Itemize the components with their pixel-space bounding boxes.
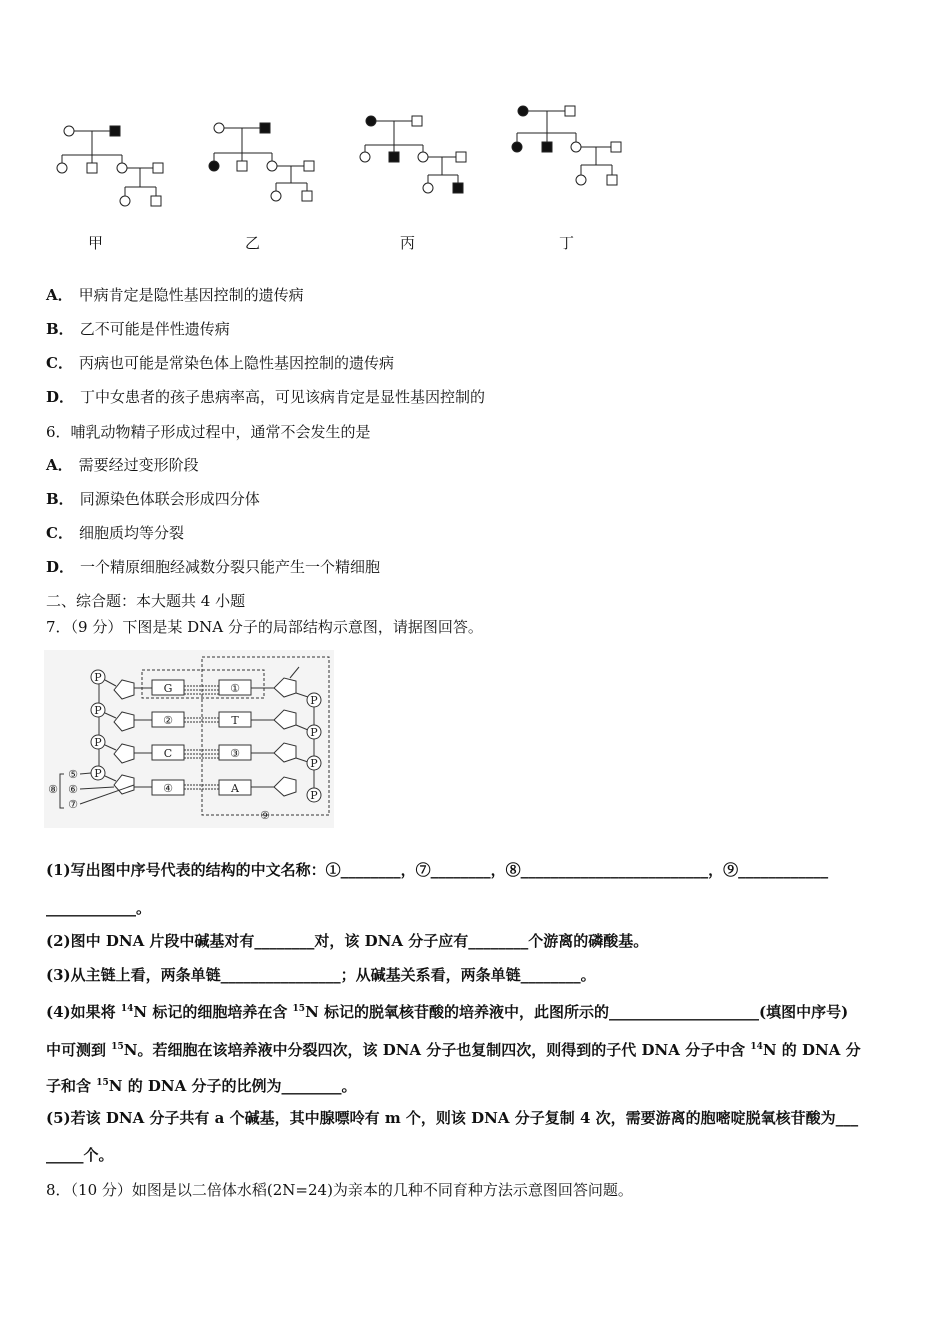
- q5-option-c: C． 丙病也可能是常染色体上隐性基因控制的遗传病: [46, 354, 394, 372]
- section-heading: 二、综合题：本大题共 4 小题: [46, 592, 246, 610]
- svg-text:P: P: [310, 726, 318, 739]
- dna-structure-figure: [44, 650, 334, 828]
- label-8: ⑧: [48, 783, 58, 796]
- q5-option-a: A． 甲病肯定是隐性基因控制的遗传病: [46, 286, 304, 304]
- q6-stem: 6．哺乳动物精子形成过程中，通常不会发生的是: [46, 423, 371, 441]
- pedigree-label-bing: 丙: [400, 234, 416, 252]
- q7-sub3: (3)从主链上看，两条单链________________；从碱基关系看，两条单链________。: [46, 966, 596, 984]
- base-right-4: A: [231, 782, 239, 795]
- pedigree-yi: [209, 123, 314, 201]
- q7-sub1-line1: (1)写出图中序号代表的结构的中文名称：①________，⑦________，⑧_________________________，⑨____________: [46, 861, 829, 879]
- base-right-1: ①: [230, 682, 240, 695]
- pedigree-jia: [57, 126, 163, 206]
- q7-sub5-line1: (5)若该 DNA 分子共有 a 个碱基，其中腺嘌呤有 m 个，则该 DNA 分子复制 4 次，需要游离的胞嘧啶脱氧核苷酸为___: [46, 1109, 859, 1127]
- q6-option-a: A． 需要经过变形阶段: [46, 456, 199, 474]
- base-left-1: G: [163, 682, 173, 695]
- q6-option-c: C． 细胞质均等分裂: [46, 524, 184, 542]
- svg-text:P: P: [310, 694, 318, 707]
- q5-option-d: D． 丁中女患者的孩子患病率高，可见该病肯定是显性基因控制的: [46, 388, 486, 406]
- q7-sub4-line1: (4)如果将 $^{14}$N 标记的细胞培养在含 $^{15}$N 标记的脱氧核苷酸的培养液中，此图所示的____________________(填图中序号): [46, 1003, 849, 1021]
- base-left-4: ④: [163, 782, 173, 795]
- pedigree-label-yi: 乙: [245, 234, 261, 252]
- label-7: ⑦: [68, 798, 78, 811]
- svg-text:P: P: [310, 789, 318, 802]
- q5-option-b: B． 乙不可能是伴性遗传病: [46, 320, 230, 338]
- pedigree-ding: [512, 106, 621, 185]
- pedigree-label-jia: 甲: [88, 234, 104, 252]
- q6-option-b: B． 同源染色体联会形成四分体: [46, 490, 260, 508]
- base-left-3: C: [163, 747, 173, 760]
- label-5: ⑤: [68, 768, 78, 781]
- base-right-2: T: [231, 714, 239, 727]
- q7-sub4-line2: 中可测到 $^{15}$N。若细胞在该培养液中分裂四次，该 DNA 分子也复制四次，则得到的子代 DNA 分子中含 $^{14}$N 的 DNA 分: [46, 1041, 861, 1059]
- base-right-3: ③: [230, 747, 240, 760]
- q7-sub1-line2: ____________。: [46, 899, 152, 917]
- q7-sub5-line2: _____个。: [46, 1146, 114, 1164]
- base-left-2: ②: [163, 714, 173, 727]
- q7-sub4-line3: 子和含 $^{15}$N 的 DNA 分子的比例为________。: [46, 1077, 357, 1095]
- pedigree-bing: [360, 116, 466, 193]
- phosphate-label: P: [94, 671, 102, 684]
- q7-sub2: (2)图中 DNA 片段中碱基对有________对，该 DNA 分子应有________个游离的磷酸基。: [46, 932, 649, 950]
- q6-option-d: D． 一个精原细胞经减数分裂只能产生一个精细胞: [46, 558, 381, 576]
- pedigree-label-ding: 丁: [559, 234, 575, 252]
- svg-text:P: P: [94, 736, 102, 749]
- svg-text:P: P: [94, 767, 102, 780]
- q7-stem: 7．（9 分）下图是某 DNA 分子的局部结构示意图，请据图回答。: [46, 618, 483, 636]
- q8-stem: 8．（10 分）如图是以二倍体水稻(2N=24)为亲本的几种不同育种方法示意图回答问题。: [46, 1181, 633, 1199]
- label-9: ⑨: [260, 809, 270, 822]
- label-6: ⑥: [68, 783, 78, 796]
- svg-text:P: P: [94, 704, 102, 717]
- svg-text:P: P: [310, 757, 318, 770]
- pedigree-figure: [40, 95, 640, 220]
